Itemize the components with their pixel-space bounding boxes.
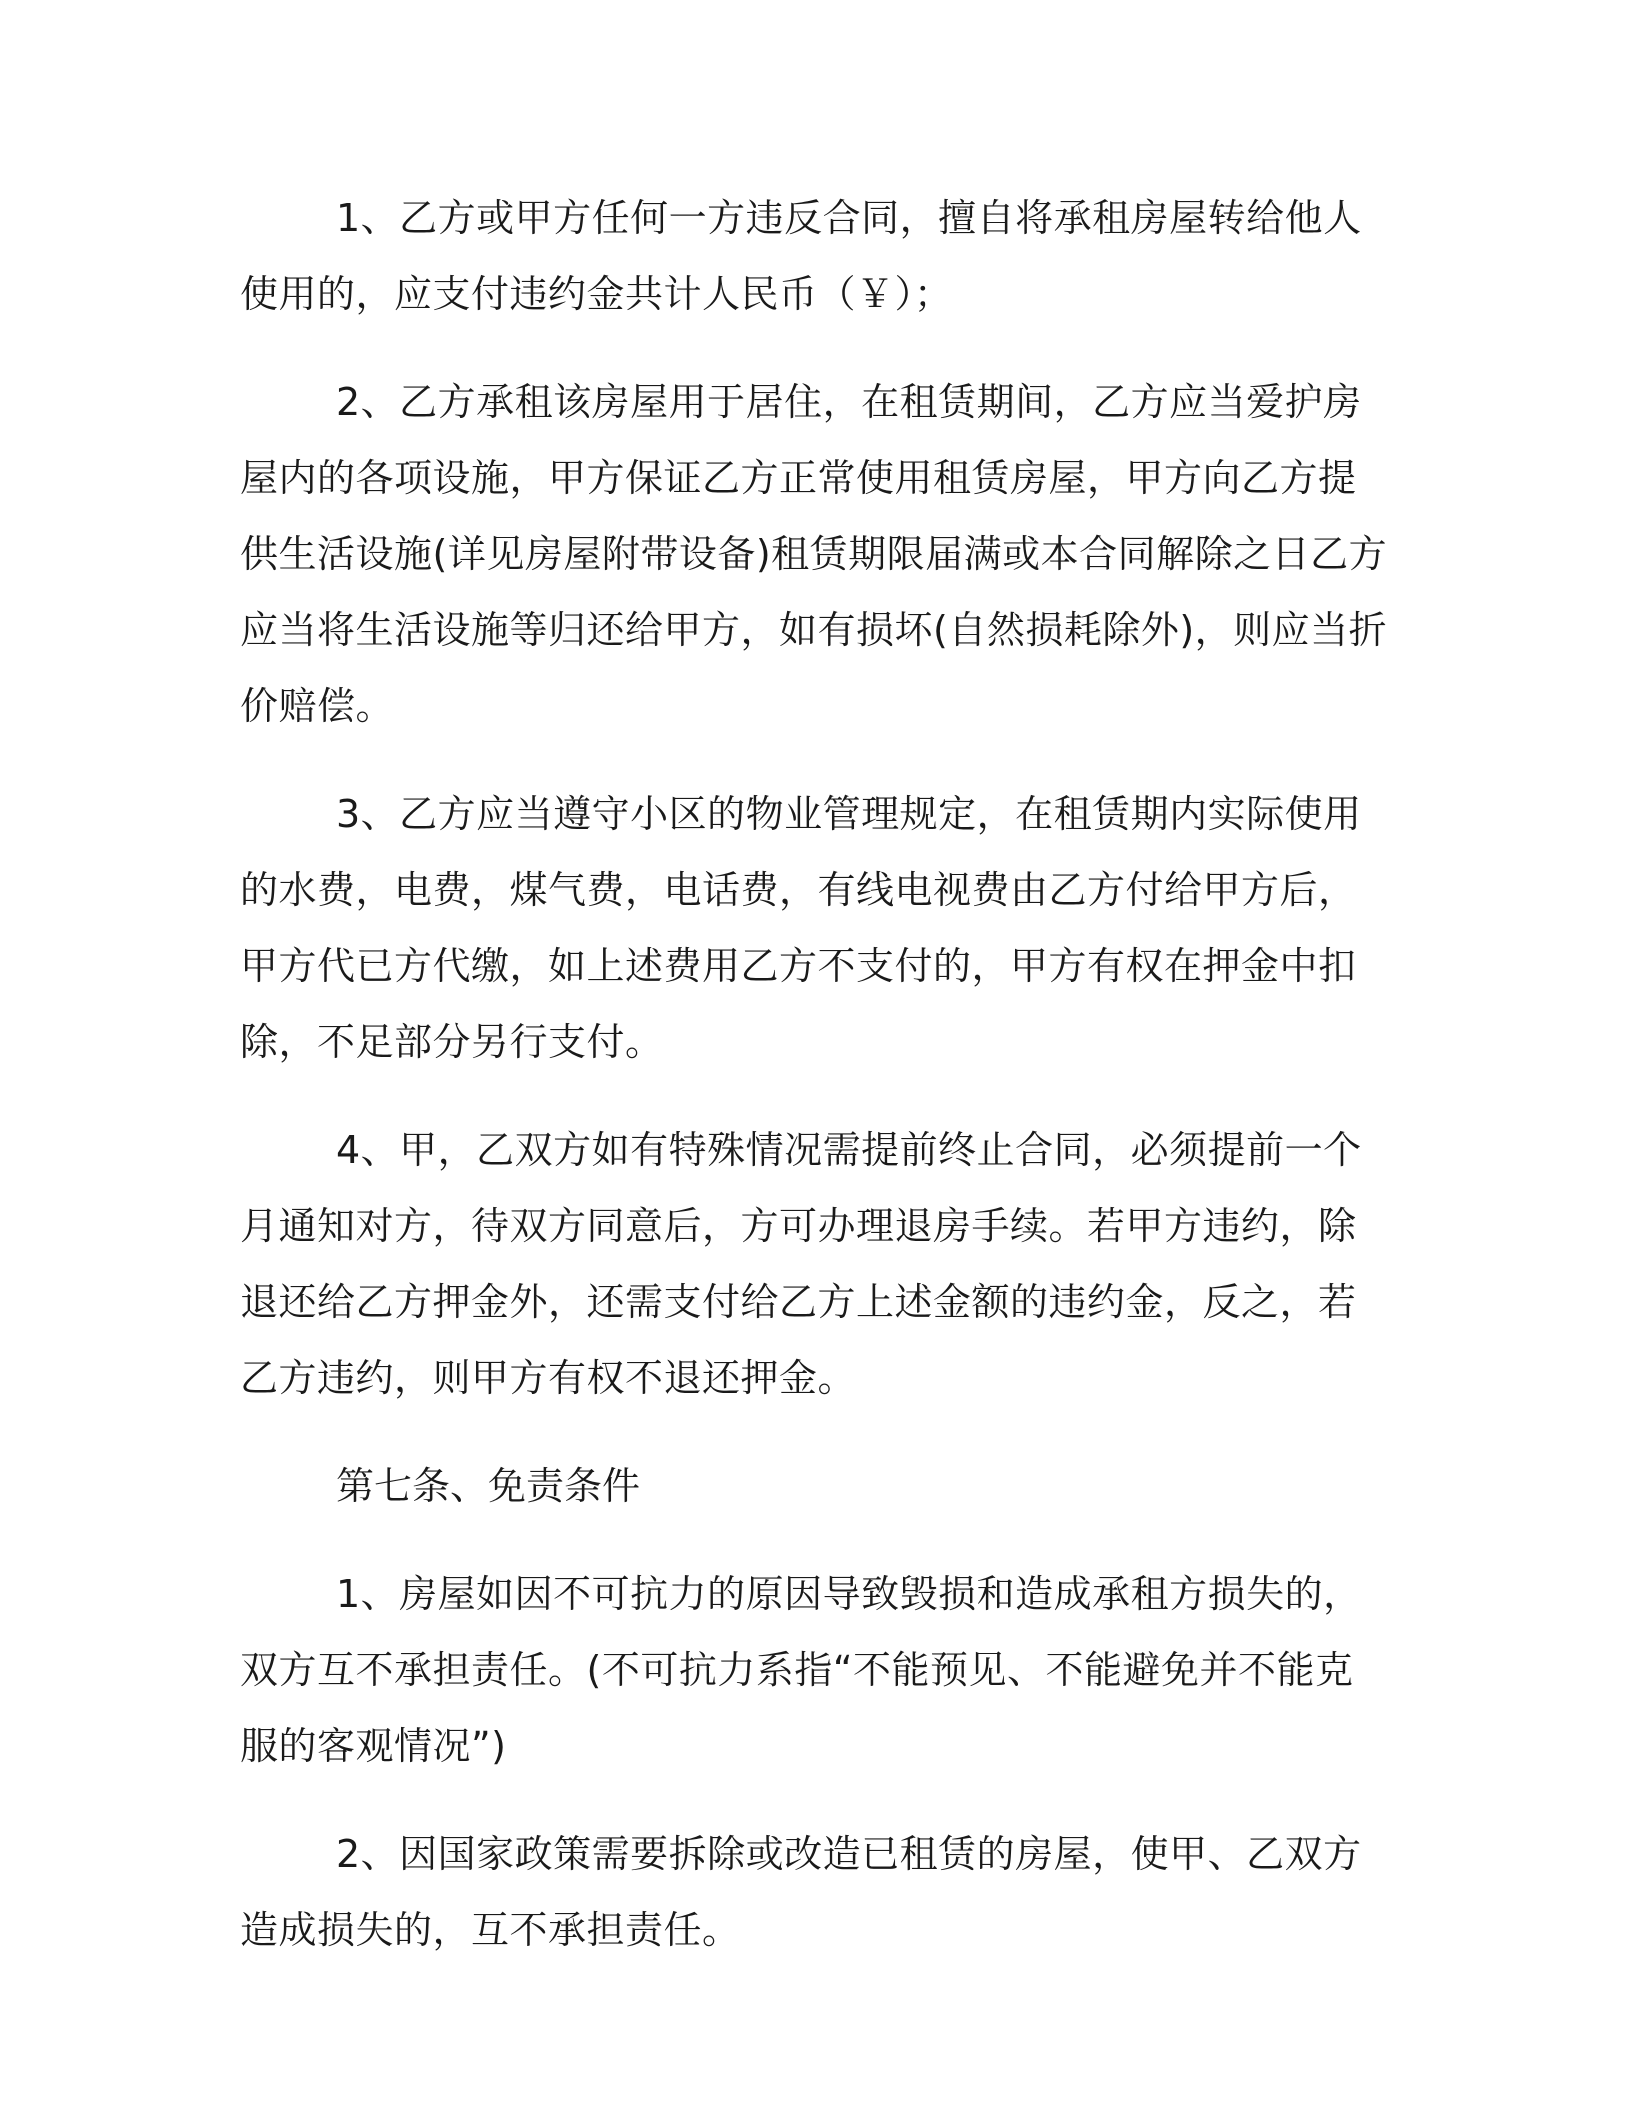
exemption-clause-2-paragraph: 2、因国家政策需要拆除或改造已租赁的房屋，使甲、乙双方造成损失的，互不承担责任。 xyxy=(240,1832,1362,1952)
clause-1-paragraph: 1、乙方或甲方任何一方违反合同，擅自将承租房屋转给他人使用的，应支付违约金共计人民币（￥）； xyxy=(240,196,1362,316)
section-heading: 第七条、免责条件 xyxy=(336,1464,641,1508)
document-body xyxy=(240,180,1390,2000)
clause-4-paragraph: 4、甲，乙双方如有特殊情况需提前终止合同，必须提前一个月通知对方，待双方同意后，方可办理退房手续。若甲方违约，除退还给乙方押金外，还需支付给乙方上述金额的违约金，反之，若乙方违约，则甲方有权不退还押金。 xyxy=(240,1128,1362,1400)
exemption-clause-1-paragraph: 1、房屋如因不可抗力的原因导致毁损和造成承租方损失的，双方互不承担责任。(不可抗力系指“不能预见、不能避免并不能克服的客观情况”) xyxy=(240,1572,1362,1768)
clause-2-paragraph: 2、乙方承租该房屋用于居住，在租赁期间，乙方应当爱护房屋内的各项设施，甲方保证乙方正常使用租赁房屋，甲方向乙方提供生活设施(详见房屋附带设备)租赁期限届满或本合同解除之日乙方应当将生活设施等归还给甲方，如有损坏(自然损耗除外)，则应当折价赔偿。 xyxy=(240,380,1388,728)
clause-3-paragraph: 3、乙方应当遵守小区的物业管理规定，在租赁期内实际使用的水费，电费，煤气费，电话费，有线电视费由乙方付给甲方后，甲方代已方代缴，如上述费用乙方不支付的，甲方有权在押金中扣除，不足部分另行支付。 xyxy=(240,792,1362,1064)
